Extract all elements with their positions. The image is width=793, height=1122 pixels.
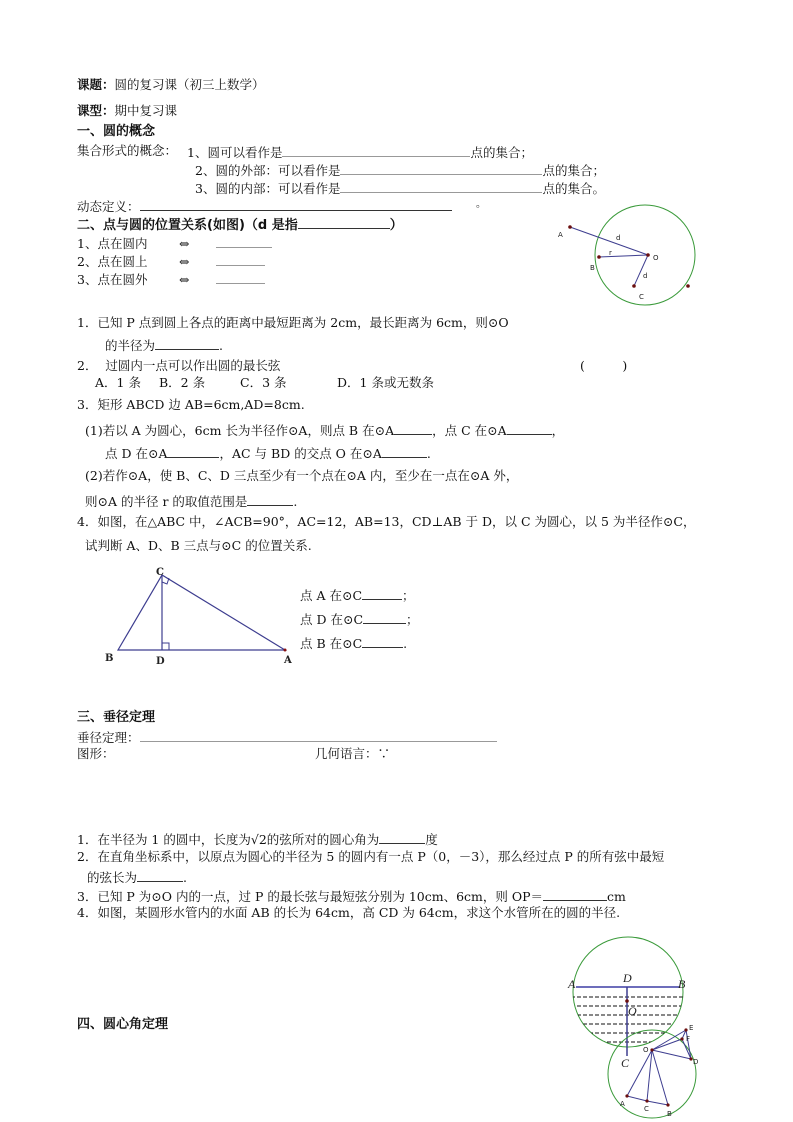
concept-item-3-suffix: 点的集合。 [542, 181, 605, 196]
q3-part2-line2 [85, 492, 297, 510]
answer-b-blank[interactable] [362, 634, 403, 648]
q1-answer-blank[interactable] [155, 336, 219, 350]
label-d2: d [643, 272, 648, 280]
q1-line2: 的半径为 [105, 338, 156, 353]
dynamic-def-period: 。 [476, 199, 486, 210]
q3-part1 [85, 421, 564, 439]
answer-d [300, 610, 419, 628]
q3-o-blank[interactable] [382, 444, 427, 458]
topic-line [77, 77, 265, 93]
label-d: D [693, 1058, 699, 1066]
s3-q2-end: . [183, 870, 187, 885]
q1-text: 已知 P 点到圆上各点的距离中最短距离为 2cm，最长距离为 6cm，则⊙O [97, 315, 509, 330]
topic-label: 课题： [77, 77, 115, 92]
q3-p2-text-b: 则⊙A 的半径 r 的取值范围是 [85, 494, 248, 509]
label-f: F [686, 1035, 691, 1043]
s3-q1-text: 1．在半径为 1 的圆中，长度为√2的弦所对的圆心角为 [77, 832, 380, 847]
s3-q1-blank[interactable] [379, 830, 425, 844]
section4-title: 四、圆心角定理 [77, 1017, 169, 1032]
label-o: O [628, 1004, 637, 1018]
q3-p1-text-a: (1)若以 A 为圆心，6cm 长为半径作⊙A，则点 B 在⊙A [85, 423, 395, 438]
q3-p1-text-b: ，点 C 在⊙A [432, 423, 507, 438]
answer-a-prefix: 点 A 在⊙C [300, 588, 363, 603]
concept-item-1 [187, 143, 533, 161]
q2-paren[interactable]: ( ) [580, 358, 628, 373]
concept-item-3-prefix: 3、圆的内部：可以看作是 [195, 181, 341, 196]
s3-q1-unit: 度 [425, 832, 438, 847]
answer-d-prefix: 点 D 在⊙C [300, 612, 364, 627]
label-e: E [689, 1024, 694, 1032]
label-b: B [105, 653, 114, 664]
q3-p1-text-c: ， [551, 423, 565, 438]
s3-q3-unit: cm [607, 889, 626, 904]
relation-on-blank[interactable] [216, 252, 265, 266]
relation-outside-label: 3、点在圆外 [77, 272, 148, 287]
s3-q3-blank[interactable] [543, 887, 607, 901]
relation-outside [77, 270, 265, 288]
topic-value: 圆的复习课（初三上数学） [114, 77, 265, 92]
dynamic-def-blank[interactable] [140, 197, 452, 211]
answer-a-blank[interactable] [362, 586, 402, 600]
figure-label: 图形： [77, 746, 115, 761]
q3-d-blank[interactable] [167, 444, 219, 458]
q3-part1-line2 [105, 444, 431, 462]
answer-b [300, 634, 407, 652]
dynamic-def-label: 动态定义： [77, 199, 140, 214]
answer-a [300, 586, 415, 604]
s2-question-1 [77, 315, 509, 331]
point-circle-figure [545, 200, 705, 310]
label-a: A [568, 977, 576, 991]
s3-q2-blank[interactable] [137, 868, 183, 882]
label-d: D [623, 971, 632, 985]
d-meaning-blank[interactable] [298, 215, 390, 229]
dynamic-def [77, 197, 452, 215]
q2-text: 过圆内一点可以作出圆的最长弦 [105, 358, 281, 373]
triangle-figure [100, 565, 300, 670]
q3-c-blank[interactable] [507, 421, 552, 435]
label-b: B [678, 977, 686, 991]
answer-d-blank[interactable] [363, 610, 406, 624]
answer-a-end: ； [402, 588, 415, 603]
label-c: C [621, 1056, 630, 1070]
s3-question-4: 4．如图，某圆形水管内的水面 AB 的长为 64cm，高 CD 为 64cm，求这个水管所在的圆的半径. [77, 905, 621, 920]
s2-question-4-line1: 4．如图，在△ABC 中，∠ACB=90°，AC=12，AB=13，CD⊥AB 于 D，以 C 为圆心，以 5 为半径作⊙C， [77, 514, 696, 529]
concept-item-1-prefix: 1、圆可以看作是 [187, 145, 283, 160]
label-a: A [558, 231, 563, 239]
q3-part2: (2)若作⊙A，使 B、C、D 三点至少有一个点在⊙A 内，至少在一点在⊙A 外， [85, 468, 519, 483]
type-line [77, 103, 177, 119]
section2-title-text: 二、点与圆的位置关系(如图)（d 是指 [77, 218, 298, 233]
label-r: r [609, 249, 612, 257]
label-c: C [644, 1105, 649, 1113]
answer-b-end: . [403, 636, 408, 651]
q3-p2-text-c: . [293, 494, 298, 509]
q2-option-d[interactable]: D．1 条或无数条 [337, 375, 434, 390]
section3-title: 三、垂径定理 [77, 710, 156, 725]
concept-item-1-suffix: 点的集合； [470, 145, 533, 160]
type-value: 期中复习课 [114, 103, 178, 118]
concept-item-2-prefix: 2、圆的外部：可以看作是 [195, 163, 341, 178]
concept-item-3 [195, 179, 605, 197]
section2-title-close: ） [389, 218, 403, 233]
label-o: O [653, 254, 659, 262]
relation-inside [77, 234, 272, 252]
label-b: B [667, 1110, 672, 1118]
concept-item-3-blank[interactable] [340, 179, 542, 193]
q2-option-b[interactable]: B．2 条 [159, 375, 206, 390]
s3-q2-text-b: 的弦长为 [87, 870, 138, 885]
iff-icon: ⇔ [179, 254, 190, 269]
s2-question-2 [77, 358, 280, 374]
q2-options [95, 375, 434, 391]
s2-question-1-line2 [105, 336, 223, 354]
label-a: A [620, 1100, 625, 1108]
geo-language-label: 几何语言：∵ [315, 746, 391, 761]
concept-item-2-blank[interactable] [340, 161, 542, 175]
q3-p1-text-d: 点 D 在⊙A [105, 446, 168, 461]
s3-q3-text: 3．已知 P 为⊙O 内的一点，过 P 的最长弦与最短弦分别为 10cm、6cm，则 OP＝ [77, 889, 544, 904]
relation-on-label: 2、点在圆上 [77, 254, 148, 269]
label-b: B [590, 264, 595, 272]
relation-inside-blank[interactable] [216, 234, 272, 248]
relation-inside-label: 1、点在圆内 [77, 236, 148, 251]
iff-icon: ⇔ [179, 272, 190, 287]
s3-question-3 [77, 887, 626, 905]
q2-option-a[interactable]: A．1 条 [95, 375, 141, 390]
iff-icon: ⇔ [179, 236, 190, 251]
q2-num: 2． [77, 358, 98, 373]
s2-question-3-title: 3．矩形 ABCD 边 AB=6cm,AD=8cm. [77, 397, 305, 412]
q1-num: 1． [77, 315, 98, 330]
label-c: C [639, 293, 644, 301]
perp-theorem [77, 728, 497, 746]
label-c: C [156, 567, 164, 578]
type-label: 课型： [77, 103, 115, 118]
concept-item-1-blank[interactable] [282, 143, 470, 157]
concept-item-2-suffix: 点的集合； [542, 163, 605, 178]
q3-p1-text-e: ，AC 与 BD 的交点 O 在⊙A [219, 446, 382, 461]
q3-r-range-blank[interactable] [247, 492, 293, 506]
q3-b-blank[interactable] [394, 421, 432, 435]
set-def-label: 集合形式的概念： [77, 143, 178, 158]
q1-end: . [219, 338, 223, 353]
s3-question-1 [77, 830, 438, 848]
label-a: A [284, 655, 292, 666]
q2-option-c[interactable]: C．3 条 [240, 375, 287, 390]
relation-outside-blank[interactable] [216, 270, 265, 284]
section1-title: 一、圆的概念 [77, 124, 156, 139]
central-angle-figure [610, 1025, 710, 1122]
answer-d-end: ； [406, 612, 419, 627]
q3-p1-text-f: . [426, 446, 431, 461]
s3-question-2-line2 [87, 868, 187, 886]
s3-question-2: 2．在直角坐标系中，以原点为圆心的半径为 5 的圆内有一点 P（0，－3），那么经过点 P 的所有弦中最短 [77, 849, 665, 864]
s2-question-4-line2: 试判断 A、D、B 三点与⊙C 的位置关系. [85, 538, 312, 553]
section2-title [77, 215, 403, 234]
perp-theorem-blank[interactable] [140, 728, 497, 742]
relation-on [77, 252, 265, 270]
label-o: O [643, 1046, 649, 1054]
perp-theorem-label: 垂径定理： [77, 730, 140, 745]
concept-item-2 [195, 161, 605, 179]
label-d: D [156, 656, 165, 667]
label-d1: d [616, 234, 621, 242]
answer-b-prefix: 点 B 在⊙C [300, 636, 363, 651]
